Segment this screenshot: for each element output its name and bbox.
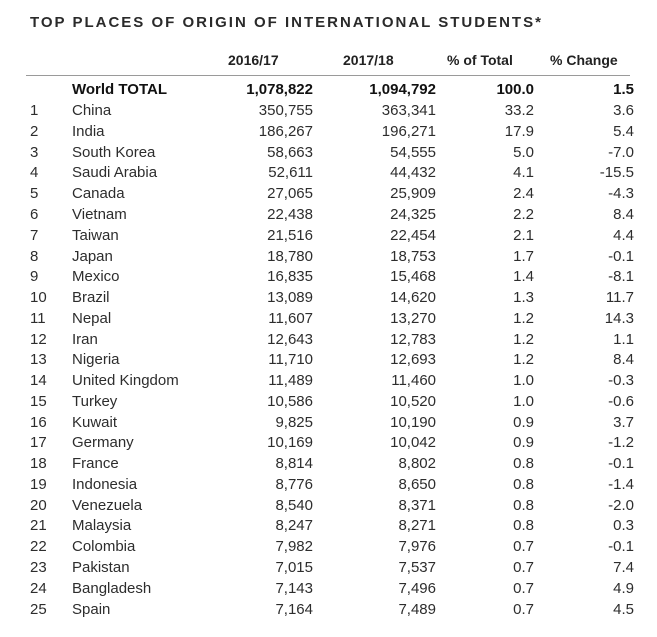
pct-total-cell: 1.0 bbox=[513, 392, 534, 410]
pct-total-cell: 1.7 bbox=[513, 247, 534, 265]
country-cell: Taiwan bbox=[72, 226, 119, 244]
value-2017-cell: 11,460 bbox=[391, 372, 436, 390]
country-cell: Colombia bbox=[72, 538, 136, 556]
country-cell: Mexico bbox=[72, 268, 120, 286]
value-2017-cell: 1,094,792 bbox=[369, 81, 436, 99]
table-row bbox=[22, 122, 634, 143]
table-row bbox=[22, 454, 634, 475]
value-2016-cell: 18,780 bbox=[267, 247, 313, 265]
table-row bbox=[22, 308, 634, 329]
col-header-pct-total: % of Total bbox=[447, 52, 513, 68]
rank-cell: 17 bbox=[30, 434, 47, 452]
table-row bbox=[22, 558, 634, 579]
value-2017-cell: 8,650 bbox=[398, 475, 436, 493]
value-2016-cell: 8,540 bbox=[275, 496, 313, 514]
table-row bbox=[22, 267, 634, 288]
pct-total-cell: 1.2 bbox=[513, 351, 534, 369]
pct-total-cell: 1.2 bbox=[513, 309, 534, 327]
pct-change-cell: 7.4 bbox=[613, 558, 634, 576]
pct-total-cell: 0.9 bbox=[513, 413, 534, 431]
value-2017-cell: 18,753 bbox=[390, 247, 436, 265]
col-header-pct-change: % Change bbox=[550, 52, 618, 68]
value-2016-cell: 52,611 bbox=[268, 164, 313, 182]
value-2017-cell: 25,909 bbox=[390, 185, 436, 203]
rank-cell: 25 bbox=[30, 600, 47, 618]
table-row bbox=[22, 329, 634, 350]
rank-cell: 4 bbox=[30, 164, 39, 182]
value-2016-cell: 8,247 bbox=[275, 517, 313, 535]
pct-change-cell: 5.4 bbox=[613, 122, 634, 140]
rank-cell: 13 bbox=[30, 351, 47, 369]
pct-change-cell: -4.3 bbox=[608, 185, 634, 203]
table-row bbox=[22, 599, 634, 620]
rank-cell: 24 bbox=[30, 579, 47, 597]
value-2016-cell: 7,143 bbox=[275, 579, 313, 597]
pct-change-cell: -1.2 bbox=[608, 434, 634, 452]
pct-change-cell: -0.1 bbox=[608, 247, 634, 265]
value-2016-cell: 1,078,822 bbox=[246, 81, 313, 99]
value-2017-cell: 7,496 bbox=[398, 579, 436, 597]
country-cell: Venezuela bbox=[72, 496, 143, 514]
value-2017-cell: 13,270 bbox=[390, 309, 436, 327]
country-cell: Kuwait bbox=[72, 413, 118, 431]
value-2016-cell: 186,267 bbox=[258, 122, 313, 140]
value-2017-cell: 363,341 bbox=[381, 102, 436, 120]
value-2016-cell: 7,982 bbox=[275, 538, 313, 556]
country-cell: Pakistan bbox=[72, 558, 130, 576]
pct-change-cell: -8.1 bbox=[608, 268, 634, 286]
value-2016-cell: 8,776 bbox=[275, 475, 313, 493]
country-cell: Spain bbox=[72, 600, 111, 618]
rank-cell: 10 bbox=[30, 289, 47, 307]
value-2017-cell: 14,620 bbox=[390, 289, 436, 307]
pct-change-cell: -7.0 bbox=[608, 143, 634, 161]
country-cell: Japan bbox=[72, 247, 113, 265]
country-cell: Bangladesh bbox=[72, 579, 152, 597]
rank-cell: 3 bbox=[30, 143, 39, 161]
country-cell: Germany bbox=[72, 434, 134, 452]
pct-total-cell: 0.8 bbox=[513, 475, 534, 493]
header-divider bbox=[26, 75, 630, 76]
country-cell: Saudi Arabia bbox=[72, 164, 158, 182]
rank-cell: 8 bbox=[30, 247, 39, 265]
value-2016-cell: 10,586 bbox=[267, 392, 313, 410]
value-2017-cell: 7,976 bbox=[398, 538, 436, 556]
pct-total-cell: 2.1 bbox=[513, 226, 534, 244]
value-2016-cell: 8,814 bbox=[275, 455, 313, 473]
value-2017-cell: 15,468 bbox=[390, 268, 436, 286]
value-2017-cell: 10,042 bbox=[390, 434, 436, 452]
pct-change-cell: 1.1 bbox=[613, 330, 634, 348]
table-row bbox=[22, 184, 634, 205]
pct-total-cell: 33.2 bbox=[504, 102, 534, 120]
rank-cell: 6 bbox=[30, 205, 39, 223]
table-row bbox=[22, 371, 634, 392]
country-cell: Vietnam bbox=[72, 205, 127, 223]
col-header-2017: 2017/18 bbox=[343, 52, 394, 68]
rank-cell: 11 bbox=[30, 309, 46, 327]
rank-cell: 19 bbox=[30, 475, 47, 493]
value-2016-cell: 27,065 bbox=[267, 185, 313, 203]
value-2017-cell: 22,454 bbox=[390, 226, 436, 244]
value-2017-cell: 10,520 bbox=[390, 392, 436, 410]
pct-change-cell: -0.1 bbox=[608, 455, 634, 473]
country-cell: South Korea bbox=[72, 143, 156, 161]
value-2016-cell: 9,825 bbox=[275, 413, 313, 431]
pct-change-cell: 0.3 bbox=[613, 517, 634, 535]
value-2016-cell: 11,607 bbox=[268, 309, 313, 327]
pct-change-cell: 4.4 bbox=[613, 226, 634, 244]
pct-total-cell: 2.2 bbox=[513, 205, 534, 223]
country-cell: Nigeria bbox=[72, 351, 120, 369]
pct-total-cell: 17.9 bbox=[504, 122, 534, 140]
table-row bbox=[22, 350, 634, 371]
rank-cell: 16 bbox=[30, 413, 47, 431]
pct-change-cell: 1.5 bbox=[613, 81, 634, 99]
value-2017-cell: 7,489 bbox=[398, 600, 436, 618]
country-cell: France bbox=[72, 455, 119, 473]
pct-total-cell: 0.7 bbox=[513, 600, 534, 618]
value-2016-cell: 7,015 bbox=[275, 558, 313, 576]
value-2016-cell: 12,643 bbox=[267, 330, 313, 348]
value-2016-cell: 16,835 bbox=[267, 268, 313, 286]
value-2017-cell: 8,802 bbox=[398, 455, 436, 473]
table-row bbox=[22, 475, 634, 496]
rank-cell: 15 bbox=[30, 392, 47, 410]
country-cell: Nepal bbox=[72, 309, 112, 327]
value-2016-cell: 7,164 bbox=[275, 600, 313, 618]
pct-change-cell: 11.7 bbox=[605, 289, 634, 307]
pct-change-cell: -15.5 bbox=[599, 164, 634, 182]
pct-change-cell: 3.6 bbox=[613, 102, 634, 120]
table-row bbox=[22, 163, 634, 184]
rank-cell: 22 bbox=[30, 538, 47, 556]
table-row bbox=[22, 205, 634, 226]
rank-cell: 20 bbox=[30, 496, 47, 514]
rank-cell: 2 bbox=[30, 122, 39, 140]
country-cell: China bbox=[72, 102, 112, 120]
table-row bbox=[22, 433, 634, 454]
country-cell: Canada bbox=[72, 185, 125, 203]
table-row bbox=[22, 391, 634, 412]
value-2016-cell: 58,663 bbox=[267, 143, 313, 161]
total-row bbox=[22, 80, 634, 101]
pct-total-cell: 1.4 bbox=[513, 268, 534, 286]
country-cell: World TOTAL bbox=[72, 81, 167, 99]
table-row bbox=[22, 142, 634, 163]
value-2016-cell: 11,489 bbox=[268, 372, 313, 390]
rank-cell: 1 bbox=[30, 102, 39, 120]
rank-cell: 21 bbox=[30, 517, 47, 535]
value-2017-cell: 44,432 bbox=[390, 164, 436, 182]
country-cell: Indonesia bbox=[72, 475, 138, 493]
rank-cell: 5 bbox=[30, 185, 39, 203]
country-cell: Iran bbox=[72, 330, 98, 348]
rank-cell: 9 bbox=[30, 268, 39, 286]
country-cell: Malaysia bbox=[72, 517, 132, 535]
pct-total-cell: 0.8 bbox=[513, 517, 534, 535]
students-table bbox=[22, 80, 634, 620]
value-2017-cell: 7,537 bbox=[398, 558, 436, 576]
pct-total-cell: 1.3 bbox=[513, 289, 534, 307]
pct-total-cell: 5.0 bbox=[513, 143, 534, 161]
pct-change-cell: 14.3 bbox=[604, 309, 634, 327]
pct-total-cell: 0.8 bbox=[513, 496, 534, 514]
value-2017-cell: 54,555 bbox=[390, 143, 436, 161]
pct-change-cell: 3.7 bbox=[613, 413, 634, 431]
table-row bbox=[22, 516, 634, 537]
value-2017-cell: 8,271 bbox=[398, 517, 436, 535]
country-cell: India bbox=[72, 122, 105, 140]
pct-total-cell: 0.7 bbox=[513, 558, 534, 576]
pct-total-cell: 2.4 bbox=[513, 185, 534, 203]
country-cell: United Kingdom bbox=[72, 372, 179, 390]
pct-change-cell: 8.4 bbox=[613, 351, 634, 369]
value-2016-cell: 22,438 bbox=[267, 205, 313, 223]
page-title: TOP PLACES OF ORIGIN OF INTERNATIONAL STUDENTS* bbox=[30, 14, 543, 31]
pct-total-cell: 4.1 bbox=[513, 164, 534, 182]
table-row bbox=[22, 288, 634, 309]
table-row bbox=[22, 101, 634, 122]
pct-change-cell: -2.0 bbox=[608, 496, 634, 514]
rank-cell bbox=[22, 80, 72, 101]
value-2017-cell: 196,271 bbox=[381, 122, 436, 140]
pct-change-cell: -1.4 bbox=[608, 475, 634, 493]
value-2016-cell: 21,516 bbox=[267, 226, 313, 244]
table-row bbox=[22, 412, 634, 433]
table-row bbox=[22, 578, 634, 599]
rank-cell: 14 bbox=[30, 372, 47, 390]
pct-total-cell: 0.8 bbox=[513, 455, 534, 473]
country-cell: Turkey bbox=[72, 392, 118, 410]
pct-total-cell: 0.9 bbox=[513, 434, 534, 452]
rank-cell: 23 bbox=[30, 558, 47, 576]
rank-cell: 12 bbox=[30, 330, 47, 348]
value-2016-cell: 11,710 bbox=[268, 351, 313, 369]
value-2016-cell: 350,755 bbox=[258, 102, 313, 120]
pct-total-cell: 100.0 bbox=[496, 81, 534, 99]
pct-change-cell: -0.3 bbox=[608, 372, 634, 390]
pct-change-cell: 4.5 bbox=[613, 600, 634, 618]
value-2017-cell: 10,190 bbox=[390, 413, 436, 431]
country-cell: Brazil bbox=[72, 289, 110, 307]
col-header-2016: 2016/17 bbox=[228, 52, 279, 68]
pct-change-cell: -0.1 bbox=[608, 538, 634, 556]
value-2017-cell: 12,693 bbox=[390, 351, 436, 369]
pct-total-cell: 1.0 bbox=[513, 372, 534, 390]
pct-total-cell: 0.7 bbox=[513, 538, 534, 556]
value-2017-cell: 12,783 bbox=[390, 330, 436, 348]
value-2016-cell: 10,169 bbox=[267, 434, 313, 452]
rank-cell: 7 bbox=[30, 226, 39, 244]
pct-total-cell: 1.2 bbox=[513, 330, 534, 348]
rank-cell: 18 bbox=[30, 455, 47, 473]
value-2016-cell: 13,089 bbox=[267, 289, 313, 307]
value-2017-cell: 8,371 bbox=[398, 496, 436, 514]
table-row bbox=[22, 246, 634, 267]
pct-change-cell: -0.6 bbox=[608, 392, 634, 410]
pct-change-cell: 4.9 bbox=[613, 579, 634, 597]
table-row bbox=[22, 495, 634, 516]
pct-total-cell: 0.7 bbox=[513, 579, 534, 597]
pct-change-cell: 8.4 bbox=[613, 205, 634, 223]
value-2017-cell: 24,325 bbox=[390, 205, 436, 223]
table-row bbox=[22, 537, 634, 558]
table-row bbox=[22, 225, 634, 246]
